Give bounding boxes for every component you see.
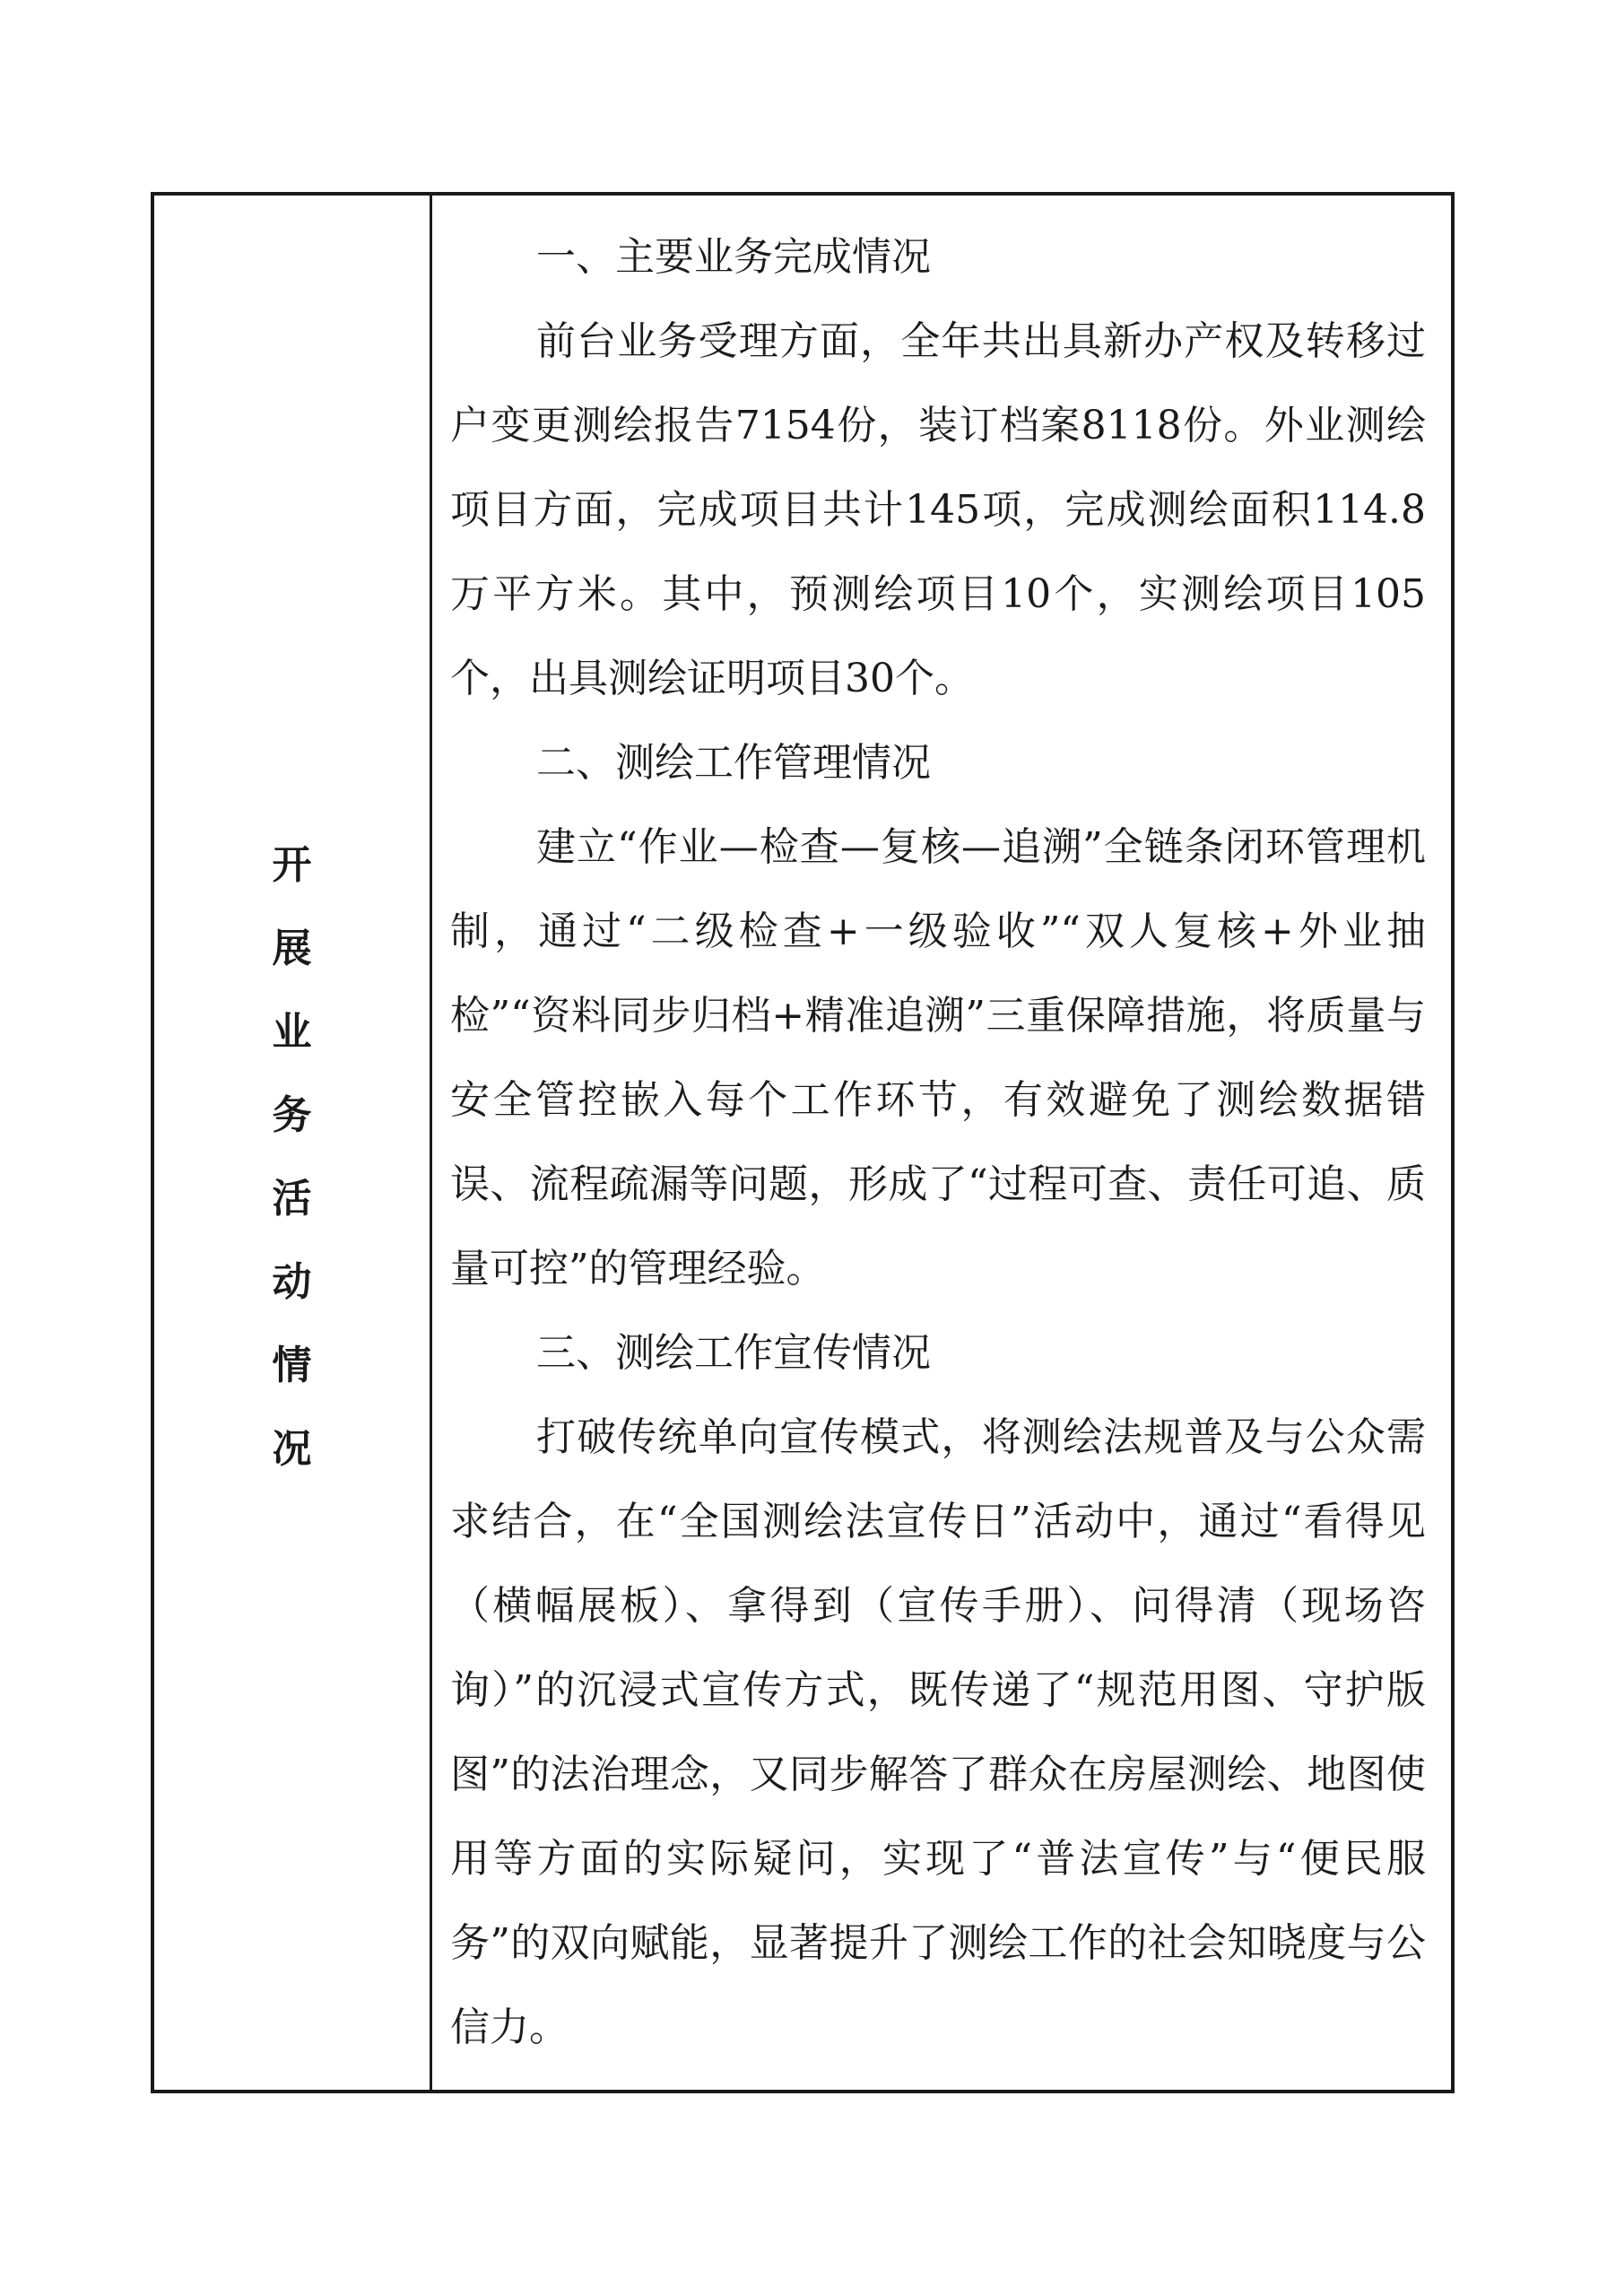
label-char: 开 [272,842,312,888]
section-body-business: 前台业务受理方面，全年共出具新办产权及转移过户变更测绘报告7154份，装订档案8118份。外业测绘项目方面，完成项目共计145项，完成测绘面积114.8万平方米。其中，预测绘项目10个，实测绘项目105个，出具测绘证明项目30个。 [450,318,1426,701]
label-char: 活 [272,1176,312,1222]
label-column [154,196,432,2090]
content-column [432,196,1451,2090]
section-body-management: 建立“作业—检查—复核—追溯”全链条闭环管理机制，通过“二级检查+一级验收”“双人复核+外业抽检”“资料同步归档+精准追溯”三重保障措施，将质量与安全管控嵌入每个工作环节，有效避免了测绘数据错误、流程疏漏等问题，形成了“过程可查、责任可追、质量可控”的管理经验。 [450,824,1426,1292]
activity-table [151,192,1455,2093]
label-char: 务 [272,1092,312,1138]
section-heading-business: 一、主要业务完成情况 [536,234,931,280]
row-label [154,823,430,1491]
label-char: 况 [272,1426,312,1472]
section-heading-publicity: 三、测绘工作宣传情况 [536,1330,931,1376]
section-body-publicity: 打破传统单向宣传模式，将测绘法规普及与公众需求结合，在“全国测绘法宣传日”活动中，通过“看得见（横幅展板）、拿得到（宣传手册）、问得清（现场咨询）”的沉浸式宣传方式，既传递了“规范用图、守护版图”的法治理念，又同步解答了群众在房屋测绘、地图使用等方面的实际疑问，实现了“普法宣传”与“便民服务”的双向赋能，显著提升了测绘工作的社会知晓度与公信力。 [450,1414,1426,2050]
label-char: 业 [272,1009,312,1055]
label-char: 情 [272,1343,312,1388]
section-heading-management: 二、测绘工作管理情况 [536,740,931,786]
label-char: 动 [272,1259,312,1305]
label-char: 展 [272,926,312,971]
